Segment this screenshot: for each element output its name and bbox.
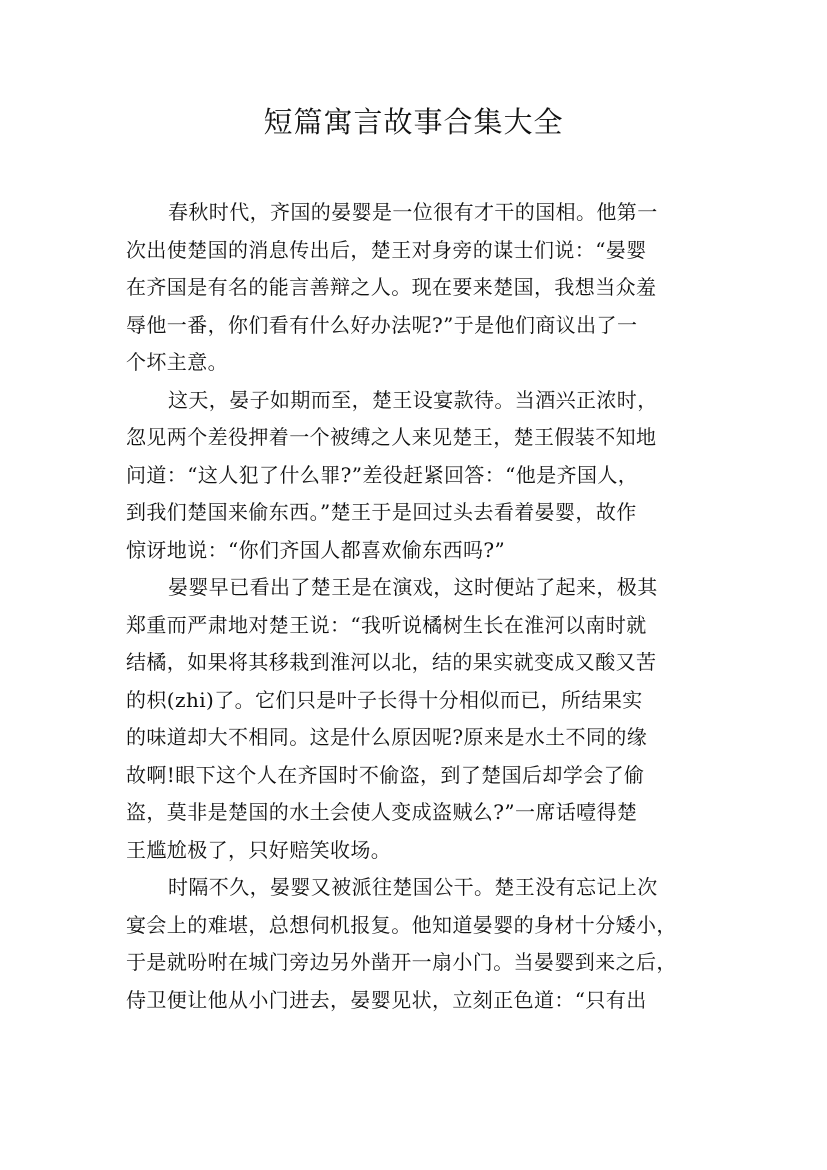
- document-body: [126, 194, 716, 1019]
- text-line: 的味道却大不相同。这是什么原因呢?原来是水土不同的缘: [126, 725, 648, 749]
- text-line: 惊讶地说：“你们齐国人都喜欢偷东西吗?”: [126, 537, 506, 562]
- text-line: 结橘，如果将其移栽到淮河以北，结的果实就变成又酸又苦: [126, 650, 657, 674]
- text-line: 这天，晏子如期而至，楚王设宴款待。当酒兴正浓时，: [168, 387, 658, 412]
- text-line: 故啊!眼下这个人在齐国时不偷盗，到了楚国后却学会了偷: [126, 762, 645, 787]
- text-line: 王尴尬极了，只好赔笑收场。: [126, 837, 392, 862]
- text-line: 的枳(zhi)了。它们只是叶子长得十分相似而已，所结果实: [126, 687, 643, 712]
- text-line: 郑重而严肃地对楚王说：“我听说橘树生长在淮河以南时就: [126, 612, 647, 637]
- text-line: 辱他一番，你们看有什么好办法呢?”于是他们商议出了一: [126, 312, 638, 337]
- text-line: 到我们楚国来偷东西。”楚王于是回过头去看着晏婴，故作: [126, 500, 637, 524]
- text-line: 次出使楚国的消息传出后，楚王对身旁的谋士们说：“晏婴: [126, 237, 647, 262]
- text-line: 时隔不久，晏婴又被派往楚国公干。楚王没有忘记上次: [168, 875, 658, 899]
- text-line: 问道：“这人犯了什么罪?”差役赶紧回答：“他是齐国人，: [126, 462, 639, 487]
- text-line: 晏婴早已看出了楚王是在演戏，这时便站了起来，极其: [168, 575, 658, 599]
- text-line: 于是就吩咐在城门旁边另外凿开一扇小门。当晏婴到来之后，: [126, 950, 677, 974]
- text-line: 在齐国是有名的能言善辩之人。现在要来楚国，我想当众羞: [126, 275, 657, 299]
- text-line: 盗，莫非是楚国的水土会使人变成盗贼么?”一席话噎得楚: [126, 800, 638, 824]
- text-line: 个坏主意。: [126, 350, 228, 374]
- text-line: 春秋时代，齐国的晏婴是一位很有才干的国相。他第一: [168, 200, 658, 224]
- text-line: 忽见两个差役押着一个被缚之人来见楚王，楚王假装不知地: [126, 425, 657, 449]
- text-line: 侍卫便让他从小门进去，晏婴见状，立刻正色道：“只有出: [126, 987, 647, 1012]
- text-line: 宴会上的难堪，总想伺机报复。他知道晏婴的身材十分矮小，: [126, 912, 677, 937]
- document-title: 短篇寓言故事合集大全: [263, 105, 564, 139]
